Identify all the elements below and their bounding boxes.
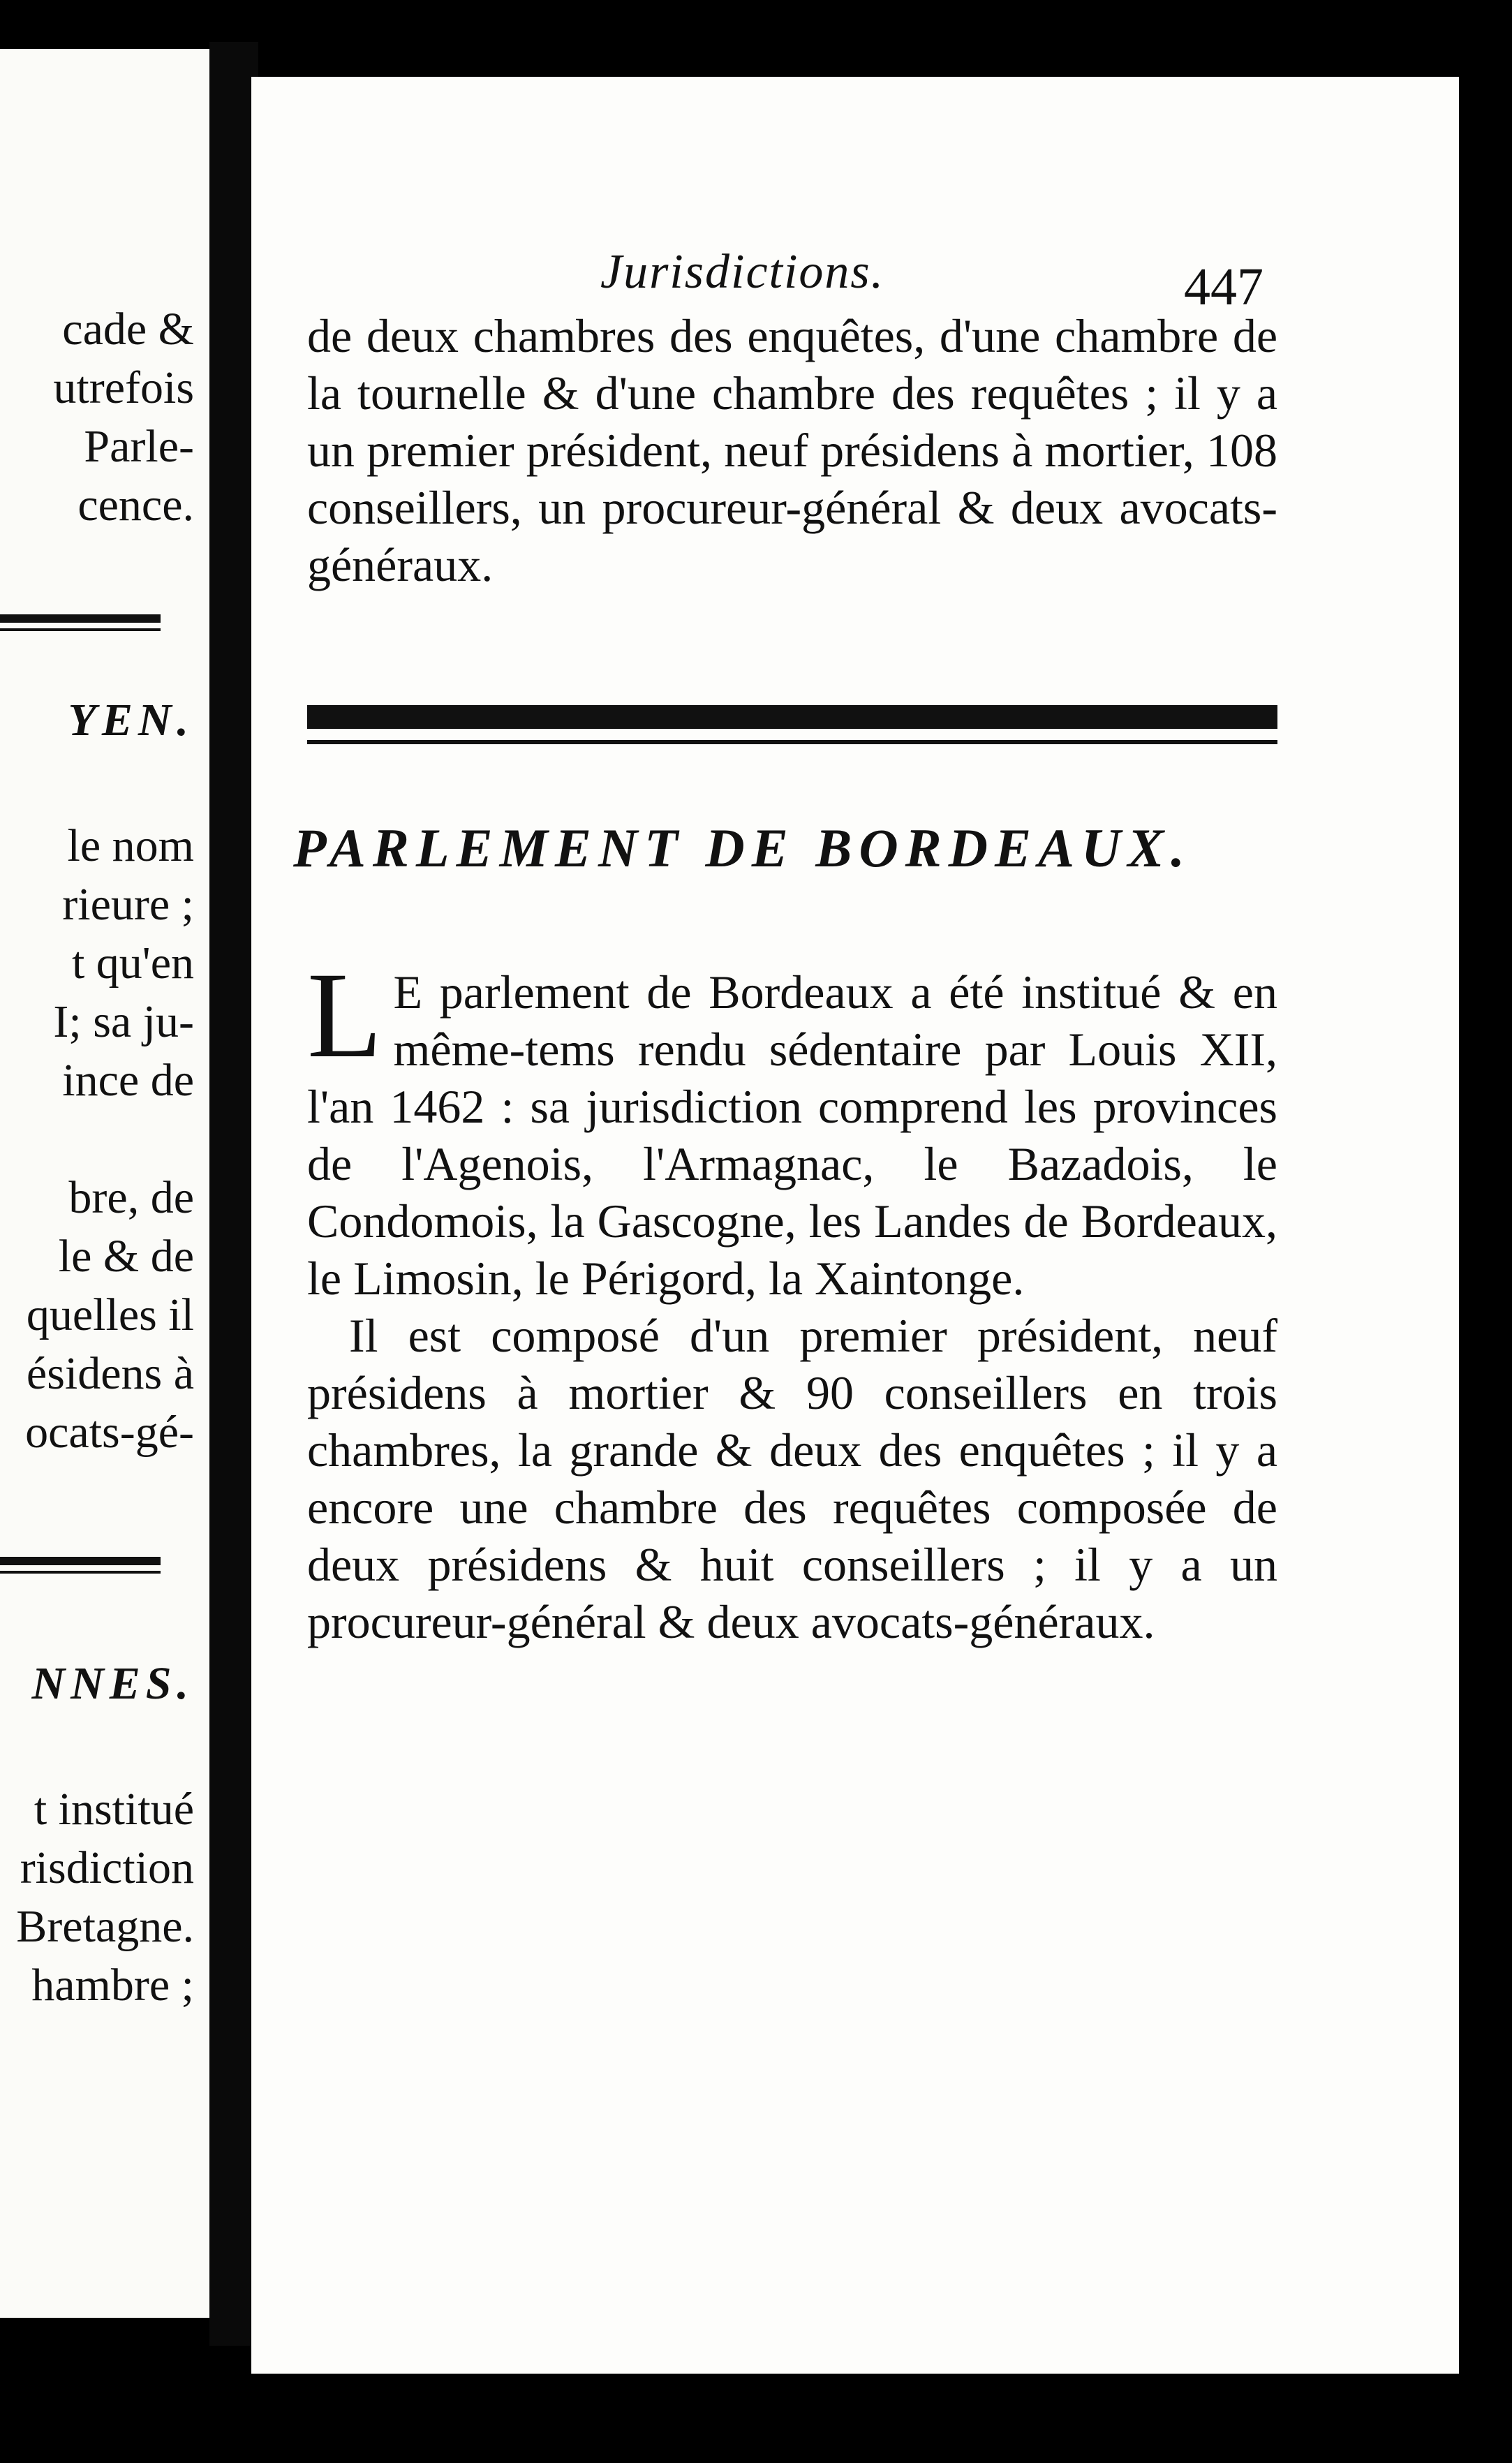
page-number: 447 [1184, 258, 1263, 316]
left-line: ésidens à [26, 1348, 194, 1399]
section-rule-thin [307, 740, 1277, 744]
left-line: ocats-gé- [25, 1407, 194, 1458]
running-title: Jurisdictions. [600, 245, 885, 299]
section-title: PARLEMENT DE BORDEAUX. [293, 818, 1192, 878]
left-line: rieure ; [62, 879, 194, 930]
section-body [307, 947, 1277, 1650]
paragraph-1-text: E parlement de Bordeaux a été institué & en même-tems rendu sédentaire par Louis XII, l'an 1462 : sa jurisdiction comprend les provinces de l'Agenois, l'Armagnac, le Bazadois, le Condomois, la Gascogne, les Landes de Bordeaux, le Limosin, le Périgord, la Xaintonge. [307, 966, 1277, 1305]
previous-page [0, 49, 209, 2318]
left-line-blank [25, 1110, 194, 1169]
left-page-block-3 [16, 1780, 194, 2015]
book-page [251, 77, 1459, 2374]
continuation-text: de deux chambres des enquêtes, d'une chambre de la tournelle & d'une chambre des requêtes ; il y a un premier président, neuf présidens à mortier, 108 conseillers, un procureur-général & deux avocats-généraux. [307, 309, 1277, 591]
paragraph-2: Il est composé d'un premier président, neuf présidens à mortier & 90 conseillers en trois chambres, la grande & deux des enquêtes ; il y a encore une chambre des requêtes composée de deux présidens & huit conseillers ; il y a un procureur-général & deux avocats-généraux. [307, 1309, 1277, 1648]
left-page-block-2 [25, 817, 194, 1462]
left-line: Bretagne. [16, 1901, 194, 1952]
paragraph-1 [307, 947, 1277, 1307]
left-heading-2: NNES. [31, 1658, 194, 1709]
left-rule [0, 614, 161, 623]
left-rule-thin [0, 1571, 161, 1574]
left-line: quelles il [26, 1289, 194, 1340]
left-rule [0, 1557, 161, 1565]
left-line: utrefois [53, 362, 194, 413]
drop-cap: L [307, 947, 383, 1083]
left-rule-thin [0, 628, 161, 631]
left-line: t institué [34, 1784, 194, 1835]
left-page-block-1 [53, 300, 194, 535]
left-line: le nom [67, 820, 194, 871]
left-line: le & de [58, 1231, 194, 1282]
section-rule-thick [307, 705, 1277, 729]
left-line: ince de [62, 1055, 194, 1106]
left-line: hambre ; [31, 1960, 194, 2011]
left-line: I; sa ju- [53, 996, 194, 1047]
left-line: t qu'en [71, 938, 194, 989]
left-line: cade & [62, 304, 194, 355]
continuation-paragraph [307, 307, 1277, 593]
left-line: Parle- [84, 421, 194, 472]
left-line: risdiction [20, 1842, 194, 1893]
left-heading-1: YEN. [68, 695, 194, 746]
left-line: cence. [77, 480, 194, 531]
left-line: bre, de [68, 1172, 194, 1223]
